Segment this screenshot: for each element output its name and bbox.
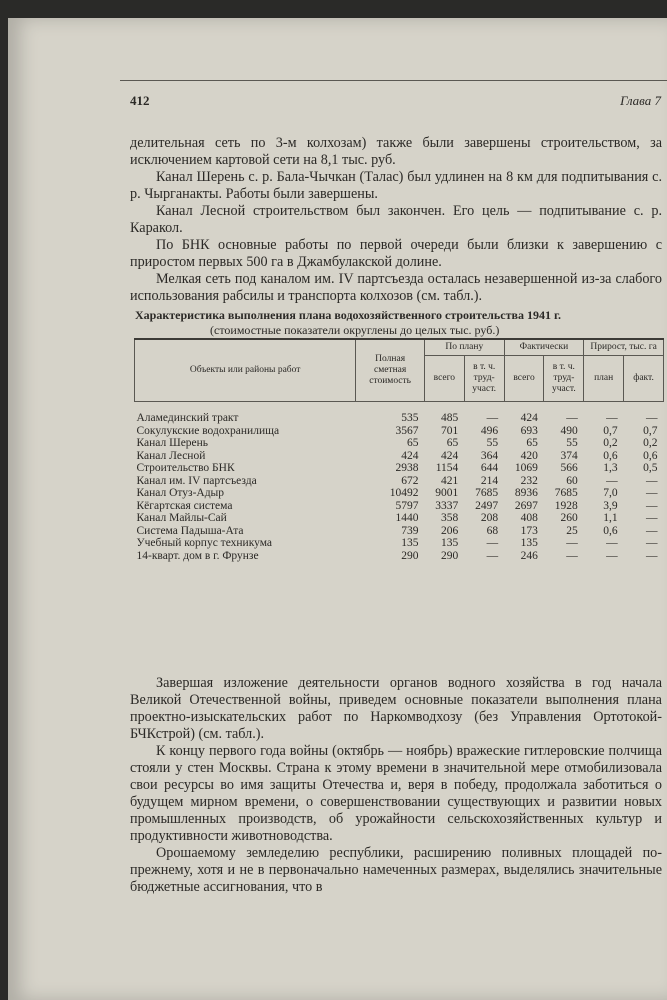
table-title: Характеристика выполнения плана водохозяйственного строительства 1941 г. [135,308,562,322]
table-cell-value: 0,2 [603,437,618,449]
table-cell-value: 260 [560,512,578,524]
table-cell-value: 0,2 [643,437,658,449]
table-cell-value: 424 [441,449,459,462]
header-growth: Прирост, тыс. га [584,339,664,356]
table-row [135,550,664,563]
table-body [135,402,664,563]
table-cell-value: 0,7 [643,424,658,437]
paragraph: Мелкая сеть под каналом им. IV партсъезда осталась незавершенной из-за слабого использования рабсилы и транспорта колхозов (см. табл.). [130,271,662,304]
paragraph: К концу первого года войны (октябрь — ноябрь) вражеские гитлеровские полчища стояли у стен Москвы. Страна к этому времени в значительной мере отмобилизовала свои ресурсы во имя защиты Отечества и, веря в победу, продолжала заботиться о будущем мирном времени, о совершенствовании существующих и развитии новых промышленных производств, об урожайности сельскохозяйственных культур и продуктивности животноводства. [130,743,662,844]
table-row [135,450,664,463]
table-cell-value: 2497 [475,499,499,512]
table-row [135,500,664,513]
table-cell-value: 7,0 [603,487,618,499]
table-row [135,402,664,425]
table-cell-object: Канал им. IV партсъезда [136,474,257,487]
paragraph: Канал Лесной строительством был закончен. Его цель — подпитывание с. р. Каракол. [130,203,662,236]
table-cell-value: 485 [441,412,459,424]
table-cell-value: 496 [480,424,499,437]
table-cell-value: 246 [520,549,538,562]
table-cell-value: — [646,512,658,524]
header-plan-labor: в т. ч. труд-участ. [464,356,504,402]
table-cell-value: 0,7 [603,424,618,437]
page-header [120,80,667,108]
table-row [135,462,664,475]
table-cell-object: Аламединский тракт [136,412,239,424]
table-cell-value: 5797 [395,499,419,512]
table-cell-value: — [646,412,658,424]
table-cell-value: 10492 [389,487,419,499]
table-cell-value: 1,1 [603,512,618,524]
construction-table [134,338,664,562]
table-cell-value: 0,5 [643,462,658,474]
header-objects: Объекты или районы работ [135,339,356,402]
table-cell-value: 206 [441,524,459,537]
table-row [135,525,664,538]
table-cell-value: — [606,549,618,562]
table-cell-value: 535 [401,412,419,424]
table-cell-value: 9001 [435,487,459,499]
header-growth-fact: факт. [624,356,664,402]
table-cell-value: 566 [560,462,578,474]
table-cell-value: 420 [520,449,538,462]
table-cell-value: — [566,537,578,549]
table-row [135,425,664,438]
table-cell-value: — [486,549,499,562]
table-cell-value: 65 [446,437,459,449]
table-cell-value: 672 [401,474,419,487]
table-cell-value: 701 [441,424,459,437]
table-cell-value: — [606,537,618,549]
chapter-label: Глава 7 [620,93,661,108]
table-cell-value: 490 [560,424,578,437]
table-cell-value: 1928 [554,499,578,512]
table-cell-value: 135 [401,537,419,549]
table-cell-value: 290 [401,549,419,562]
table-cell-value: 644 [480,462,499,474]
table-cell-value: 7685 [475,487,499,499]
table-row [135,487,664,500]
table-cell-value: — [646,474,658,487]
table-cell-value: 408 [520,512,538,524]
header-growth-plan: план [584,356,624,402]
table-cell-value: — [606,412,618,424]
paragraph: Канал Шерень с. р. Бала-Чычкан (Талас) был удлинен на 8 км для подпитывания с. р. Чырганакты. Работы были завершены. [130,169,662,202]
header-actual: Фактически [504,339,584,356]
text-block-top [130,135,662,305]
table-cell-value: 60 [566,474,578,487]
table-cell-value: 290 [441,549,459,562]
table-cell-value: 374 [560,449,578,462]
table-cell-value: 739 [401,524,419,537]
table-cell-value: 65 [406,437,419,449]
header-actual-labor: в т. ч. труд-участ. [544,356,584,402]
table-cell-value: — [646,487,658,499]
table-cell-value: 232 [520,474,538,487]
table-cell-value: 55 [566,437,578,449]
table-cell-value: — [486,412,499,424]
table-cell-value: 55 [486,437,499,449]
table-cell-value: — [646,549,658,562]
table-cell-value: 208 [480,512,499,524]
table-cell-value: 135 [441,537,459,549]
table-subtitle: (стоимостные показатели округлены до целых тыс. руб.) [210,323,500,337]
table-cell-object: Канал Лесной [136,449,206,462]
table-row [135,537,664,550]
table-cell-value: 424 [520,412,538,424]
table-cell-value: 0,6 [603,449,618,462]
page-number: 412 [130,93,150,108]
table-cell-object: Система Падыша-Ата [136,524,244,537]
table-cell-value: — [646,499,658,512]
table-cell-object: Учебный корпус техникума [136,537,273,549]
table-cell-value: 424 [401,449,419,462]
table-cell-object: Канал Шерень [136,437,209,449]
table-cell-value: 1154 [435,462,459,474]
table-row [135,475,664,488]
table-cell-object: Канал Отуз-Адыр [136,487,225,499]
table-cell-value: 65 [526,437,538,449]
table-cell-value: 25 [566,524,578,537]
table-cell-value: 0,6 [643,449,658,462]
paragraph: По БНК основные работы по первой очереди были близки к завершению с приростом первых 500 га в Джамбулакской долине. [130,237,662,270]
header-actual-total: всего [504,356,544,402]
table-cell-value: 214 [480,474,499,487]
table-cell-object: Строительство БНК [136,462,235,474]
table-cell-value: 364 [480,449,499,462]
table-cell-value: 173 [520,524,538,537]
table-cell-value: 1440 [395,512,419,524]
header-total-cost: Полная сметная стоимость [356,339,425,402]
table-cell-object: Кёгартская система [136,499,233,512]
table-cell-value: 2697 [514,499,538,512]
table-cell-value: — [566,549,578,562]
table-cell-value: 421 [441,474,459,487]
table-cell-value: 8936 [514,487,538,499]
table-cell-value: — [606,474,618,487]
table-cell-value: 1,3 [603,462,618,474]
table-cell-value: 135 [520,537,538,549]
table-cell-value: 0,6 [603,524,618,537]
table-cell-object: Сокулукские водохранилища [136,424,280,437]
table-cell-value: 3567 [395,424,419,437]
paragraph: Завершая изложение деятельности органов водного хозяйства в год начала Великой Отечественной войны, приведем основные показатели выполнения плана проектно-изыскательских работ по Наркомводхозу (без Управления Ортотокой-БЧКстрой) (см. табл.). [130,675,662,742]
paragraph: Орошаемому земледелию республики, расширению поливных площадей по-прежнему, хотя и не в первоначально намеченных размерах, выделялись значительные бюджетные ассигнования, что в [130,845,662,895]
header-plan: По плану [424,339,504,356]
paragraph: делительная сеть по 3-м колхозам) также были завершены строительством, за исключением картовой сети на 8,1 тыс. руб. [130,135,662,168]
table-cell-value: — [646,537,658,549]
table-cell-value: 7685 [554,487,578,499]
table-row [135,512,664,525]
table-cell-value: 1069 [514,462,538,474]
table-cell-value: 358 [441,512,459,524]
table-cell-object: Канал Майлы-Сай [136,512,227,524]
table-cell-value: — [646,524,658,537]
table-row [135,437,664,450]
table-cell-value: 68 [486,524,499,537]
text-block-bottom [130,675,662,896]
table-cell-value: — [486,537,499,549]
table-cell-value: 3,9 [603,499,618,512]
table-cell-value: 2938 [395,462,419,474]
table-cell-object: 14-кварт. дом в г. Фрунзе [136,549,259,562]
table-cell-value: 693 [520,424,538,437]
header-plan-total: всего [424,356,464,402]
table-cell-value: 3337 [435,499,459,512]
table-cell-value: — [566,412,578,424]
